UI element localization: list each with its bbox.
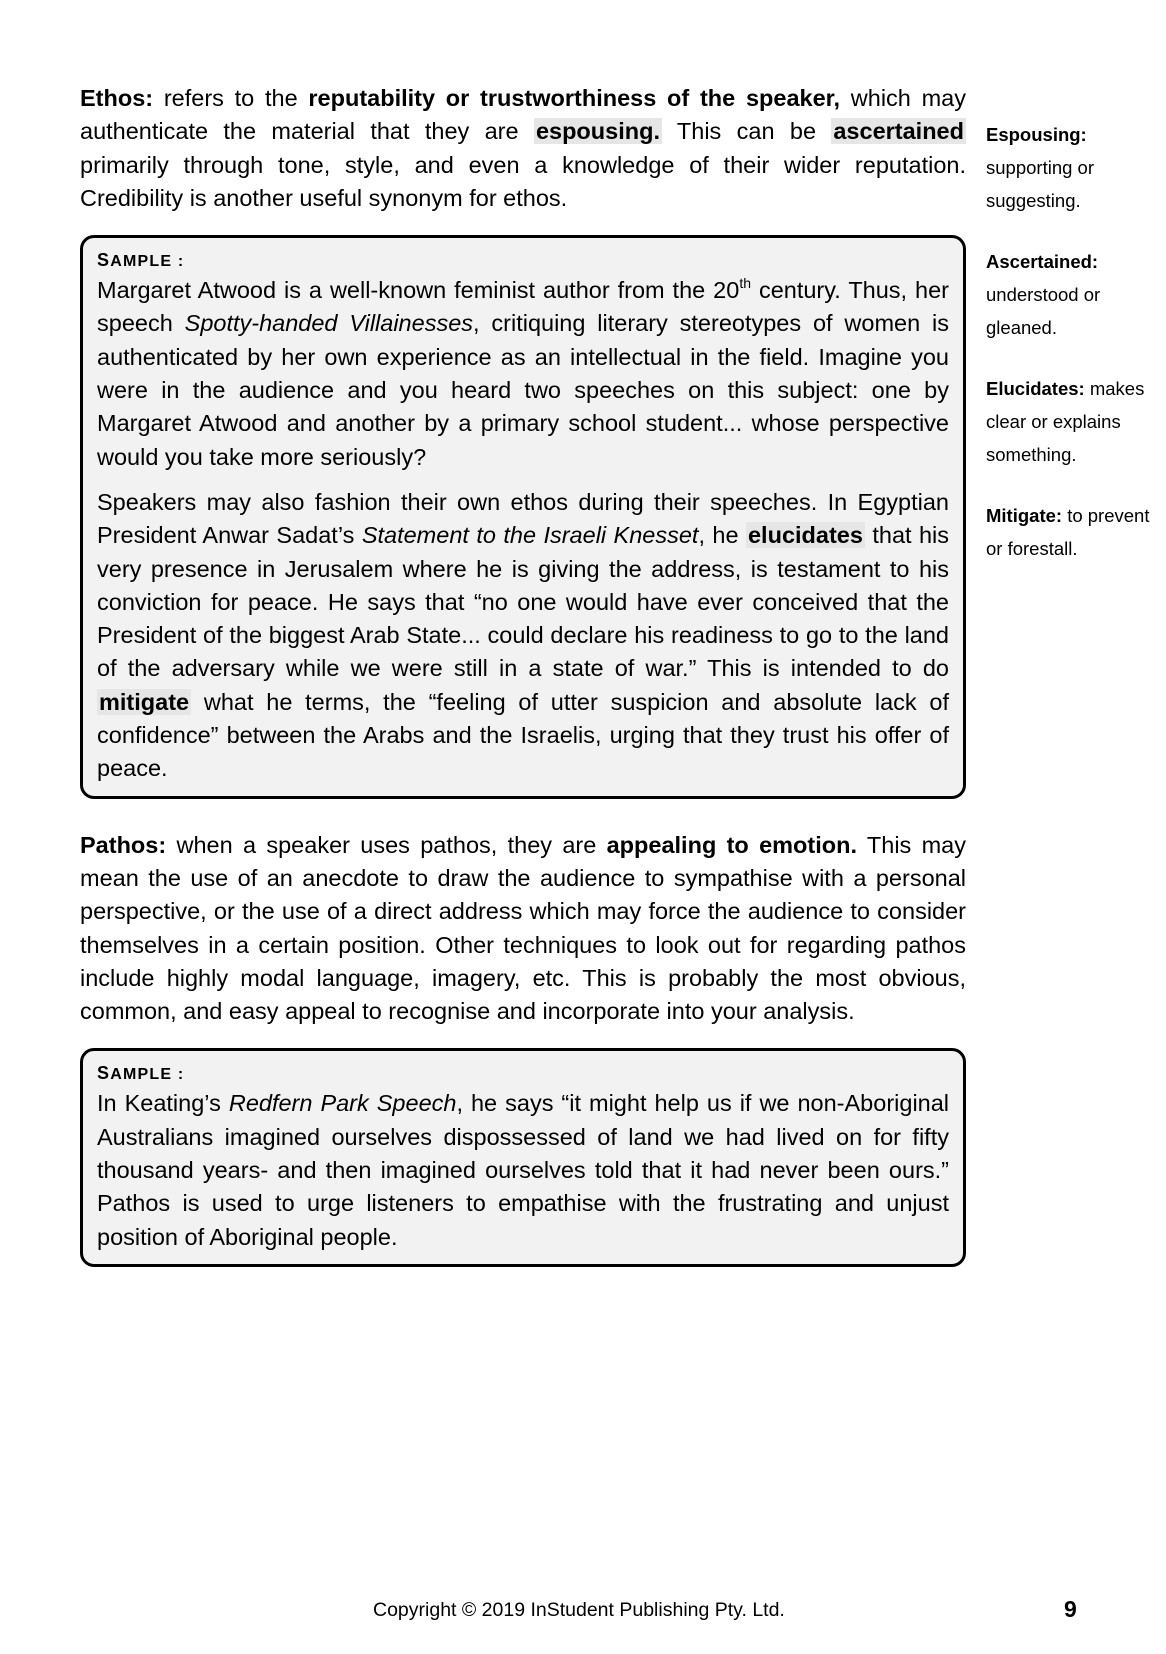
copyright-notice: Copyright © 2019 InStudent Publishing Pty. Ltd. [373, 1599, 785, 1621]
superscript-th: th [739, 275, 751, 292]
sample-label [97, 1063, 949, 1085]
highlight-mitigate: mitigate [99, 688, 190, 715]
ethos-bold-phrase: reputability or trustworthiness of the speaker, [308, 85, 841, 111]
atwood-text-3: , critiquing literary stereotypes of women is authenticated by her own experience as an intellectual in the field. Imagine you were in the audience and you heard two speeches on this subject: one by Margaret Atwood and another by a primary school student... whose perspective would you take more seriously? [97, 310, 949, 470]
keating-paragraph [97, 1087, 949, 1253]
highlight-elucidates: elucidates [747, 522, 863, 549]
sadat-text-3: that his very presence in Jerusalem where he is giving the address, is testament to his conviction for peace. He says that “no one would have ever conceived that the President of the biggest Arab State... could declare his readiness to go to the land of the adversary while we were still in a state of war.” This is intended to do [97, 522, 950, 682]
glossary-item-ascertained [986, 245, 1156, 344]
highlight-espousing: espousing. [535, 118, 660, 145]
glossary-definition: understood or gleaned. [986, 284, 1101, 338]
atwood-text-2: century. Thus, her speech [97, 277, 949, 337]
sample-label-rest: AMPLE : [110, 1066, 185, 1084]
sadat-text-2: , he [698, 522, 746, 549]
main-column [80, 82, 966, 1267]
glossary-definition: makes clear or explains something. [986, 378, 1145, 465]
ethos-text-1: refers to the [153, 85, 309, 111]
pathos-text-2: This may mean the use of an anecdote to draw the audience to sympathise with a personal perspective, or the use of a direct address which may force the audience to consider themselves in a certain position. Other techniques to look out for regarding pathos include highly modal language, imagery, etc. This is probably the most obvious, common, and easy appeal to recognise and incorporate into your analysis. [80, 831, 966, 1025]
ethos-paragraph [80, 82, 966, 215]
speech-title-keating: Redfern Park Speech [228, 1090, 457, 1117]
speech-title-atwood: Spotty-handed Villainesses [184, 310, 474, 337]
highlight-ascertained: ascertained [833, 118, 964, 145]
glossary-item-espousing [986, 118, 1156, 217]
glossary-item-elucidates [986, 372, 1156, 471]
sample-label-cap: S [97, 250, 111, 271]
glossary-column [986, 118, 1156, 593]
pathos-bold-phrase: appealing to emotion. [606, 831, 858, 858]
ethos-text-2: which may authenticate the material that they are [80, 85, 966, 145]
pathos-sample-box [80, 1048, 966, 1266]
glossary-term: Espousing: [986, 124, 1087, 145]
ethos-sample-box [80, 235, 966, 798]
ethos-term: Ethos: [80, 85, 154, 111]
glossary-item-mitigate [986, 499, 1156, 565]
glossary-term: Ascertained: [986, 251, 1099, 272]
pathos-text-1: when a speaker uses pathos, they are [166, 831, 607, 858]
sample-label-cap: S [97, 1063, 111, 1084]
glossary-definition: to prevent or forestall. [986, 505, 1150, 559]
pathos-term: Pathos: [80, 831, 167, 858]
glossary-term: Elucidates: [986, 378, 1085, 399]
page-footer [0, 1596, 1166, 1629]
atwood-text-1: Margaret Atwood is a well-known feminist author from the 20 [97, 277, 740, 304]
speech-title-sadat: Statement to the Israeli Knesset [361, 522, 699, 549]
sample-label-rest: AMPLE : [110, 253, 185, 271]
keating-text-2: , he says “it might help us if we non-Aboriginal Australians imagined ourselves dispossessed of land we had lived on for fifty thousand years- and then imagined ourselves told that it had never been ours.” Pathos is used to urge listeners to empathise with the frustrating and unjust position of Aboriginal people. [97, 1090, 950, 1250]
glossary-term: Mitigate: [986, 505, 1063, 526]
atwood-paragraph [97, 274, 949, 474]
pathos-paragraph [80, 829, 966, 1029]
sample-label [97, 250, 949, 272]
ethos-text-4: primarily through tone, style, and even a knowledge of their wider reputation. Credibility is another useful synonym for ethos. [80, 151, 966, 211]
keating-text-1: In Keating’s [97, 1090, 229, 1117]
glossary-definition: supporting or suggesting. [986, 157, 1094, 211]
sadat-text-4: what he terms, the “feeling of utter suspicion and absolute lack of confidence” between the Arabs and the Israelis, urging that they trust his offer of peace. [97, 688, 949, 782]
page-number: 9 [1064, 1596, 1077, 1622]
sadat-paragraph [97, 486, 949, 786]
ethos-text-3: This can be [661, 118, 832, 145]
sadat-text-1: Speakers may also fashion their own ethos during their speeches. In Egyptian President Anwar Sadat’s [97, 488, 949, 549]
